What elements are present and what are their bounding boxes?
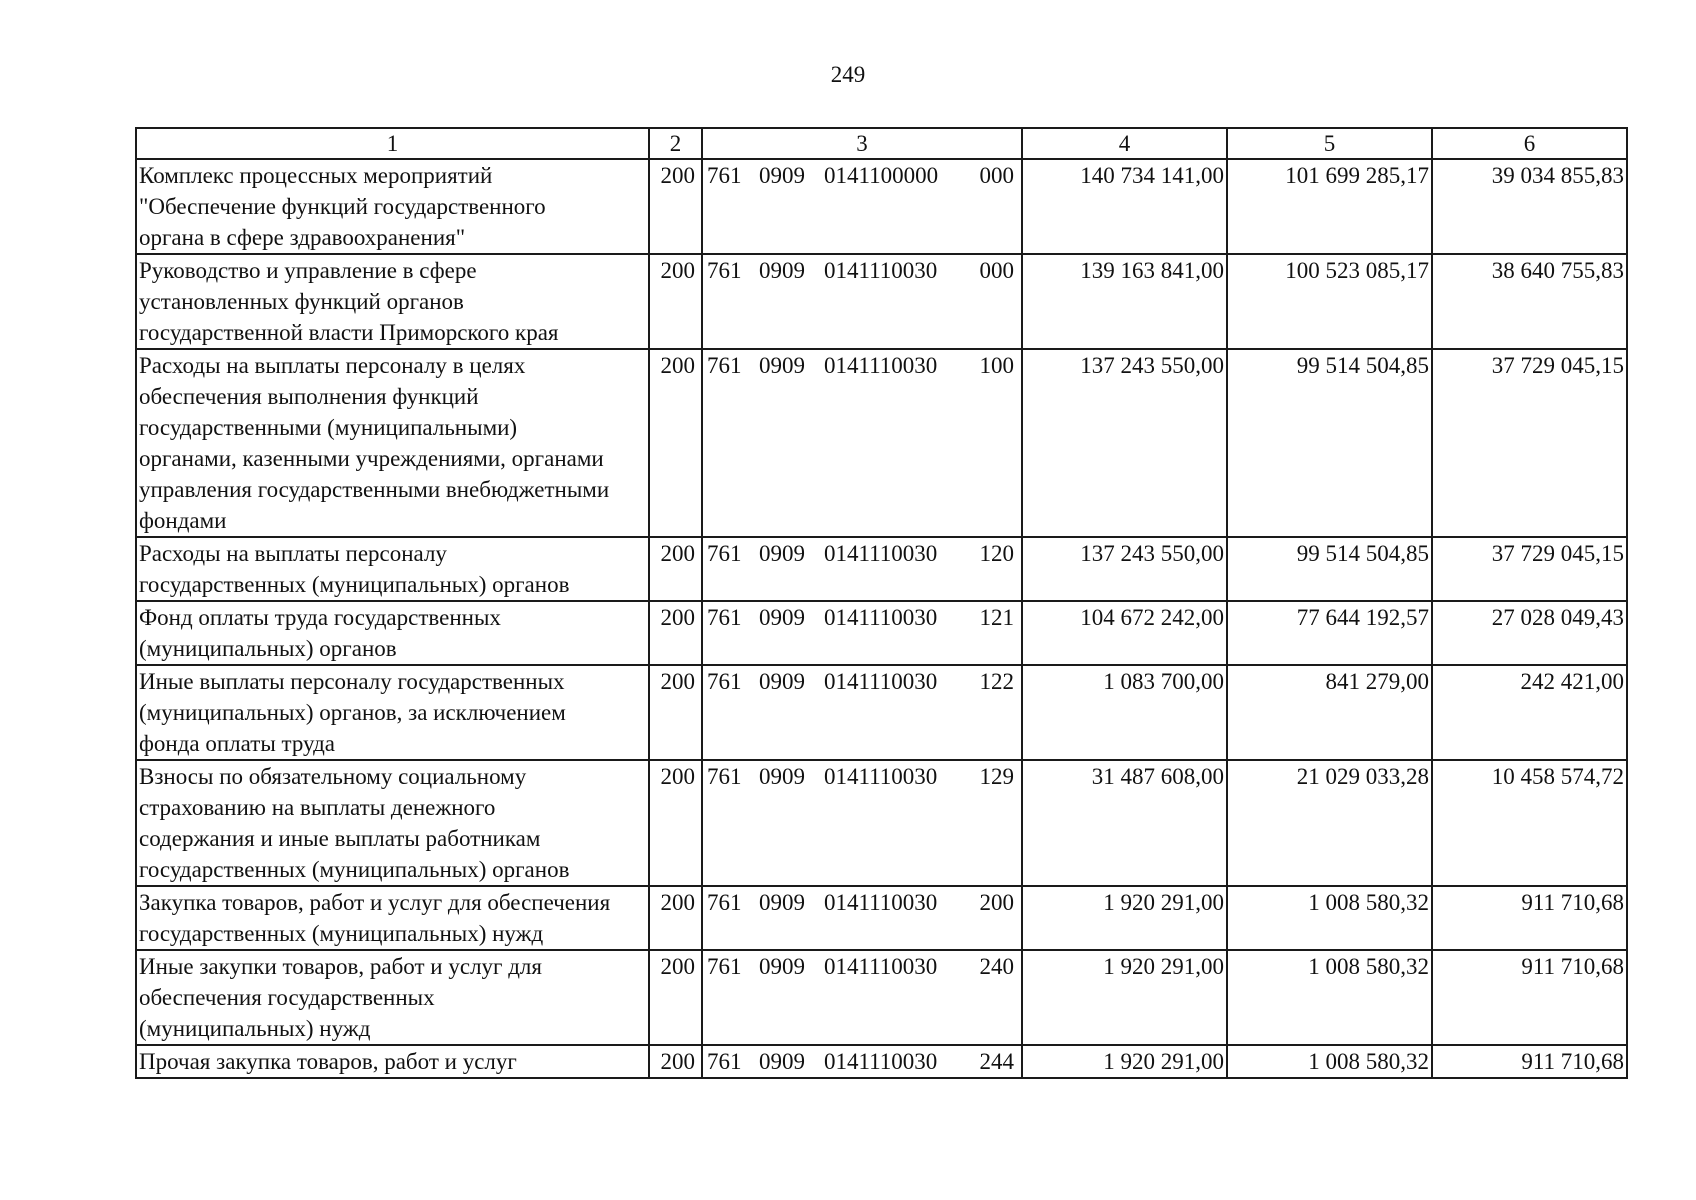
admin-code-cell: 200	[649, 665, 702, 760]
executed-amount-cell: 101 699 285,17	[1227, 159, 1432, 254]
code-part-section: 0909	[759, 163, 805, 188]
budget-table	[135, 127, 1628, 1079]
code-part-ministry: 761	[707, 541, 742, 566]
code-part-ministry: 761	[707, 163, 742, 188]
row-name-line: Расходы на выплаты персоналу	[139, 541, 447, 566]
row-name-line: Иные закупки товаров, работ и услуг для	[139, 954, 542, 979]
admin-code-cell: 200	[649, 601, 702, 665]
code-part-target: 0141110030	[824, 541, 938, 566]
code-part-section: 0909	[759, 541, 805, 566]
column-header: 1	[136, 128, 649, 159]
approved-amount-cell: 1 920 291,00	[1022, 1045, 1227, 1078]
budget-code-cell	[702, 886, 1022, 950]
budget-code-cell	[702, 254, 1022, 349]
row-name-line: фонда оплаты труда	[139, 731, 336, 756]
admin-code-cell: 200	[649, 950, 702, 1045]
executed-amount-cell: 99 514 504,85	[1227, 537, 1432, 601]
budget-code-cell	[702, 760, 1022, 886]
code-part-target: 0141110030	[824, 890, 938, 915]
code-part-target: 0141110030	[824, 605, 938, 630]
approved-amount-cell: 1 920 291,00	[1022, 950, 1227, 1045]
row-name-line: государственных (муниципальных) органов	[139, 572, 570, 597]
row-name-line: обеспечения государственных	[139, 985, 435, 1010]
code-part-section: 0909	[759, 353, 805, 378]
executed-amount-cell: 77 644 192,57	[1227, 601, 1432, 665]
code-part-ministry: 761	[707, 1049, 742, 1074]
row-name-cell	[136, 537, 649, 601]
budget-code-cell	[702, 1045, 1022, 1078]
code-part-target: 0141110030	[824, 954, 938, 979]
row-name-line: Прочая закупка товаров, работ и услуг	[139, 1049, 517, 1074]
approved-amount-cell: 137 243 550,00	[1022, 349, 1227, 537]
row-name-line: "Обеспечение функций государственного	[139, 194, 546, 219]
unexecuted-amount-cell: 911 710,68	[1432, 886, 1627, 950]
unexecuted-amount-cell: 911 710,68	[1432, 1045, 1627, 1078]
row-name-cell	[136, 665, 649, 760]
executed-amount-cell: 100 523 085,17	[1227, 254, 1432, 349]
row-name-cell	[136, 760, 649, 886]
column-header: 2	[649, 128, 702, 159]
code-part-section: 0909	[759, 890, 805, 915]
row-name-line: управления государственными внебюджетными	[139, 477, 610, 502]
code-part-target: 0141110030	[824, 353, 938, 378]
page-number: 249	[830, 62, 866, 87]
table-row	[136, 1045, 1627, 1078]
row-name-line: государственных (муниципальных) нужд	[139, 921, 544, 946]
table-row	[136, 349, 1627, 537]
row-name-line: фондами	[139, 508, 227, 533]
admin-code-cell: 200	[649, 537, 702, 601]
admin-code-cell: 200	[649, 760, 702, 886]
approved-amount-cell: 1 920 291,00	[1022, 886, 1227, 950]
row-name-line: Комплекс процессных мероприятий	[139, 163, 493, 188]
unexecuted-amount-cell: 242 421,00	[1432, 665, 1627, 760]
row-name-line: государственных (муниципальных) органов	[139, 857, 570, 882]
approved-amount-cell: 1 083 700,00	[1022, 665, 1227, 760]
admin-code-cell: 200	[649, 1045, 702, 1078]
executed-amount-cell: 1 008 580,32	[1227, 950, 1432, 1045]
code-part-ministry: 761	[707, 890, 742, 915]
table-row	[136, 760, 1627, 886]
code-part-expense-type: 122	[979, 669, 1014, 694]
code-part-ministry: 761	[707, 669, 742, 694]
budget-code-cell	[702, 349, 1022, 537]
approved-amount-cell: 139 163 841,00	[1022, 254, 1227, 349]
row-name-cell	[136, 349, 649, 537]
admin-code-cell: 200	[649, 886, 702, 950]
code-part-section: 0909	[759, 1049, 805, 1074]
row-name-line: установленных функций органов	[139, 289, 464, 314]
row-name-line: Иные выплаты персоналу государственных	[139, 669, 565, 694]
executed-amount-cell: 99 514 504,85	[1227, 349, 1432, 537]
code-part-target: 0141110030	[824, 669, 938, 694]
approved-amount-cell: 104 672 242,00	[1022, 601, 1227, 665]
code-part-expense-type: 244	[979, 1049, 1014, 1074]
row-name-cell	[136, 1045, 649, 1078]
row-name-cell	[136, 159, 649, 254]
executed-amount-cell: 21 029 033,28	[1227, 760, 1432, 886]
unexecuted-amount-cell: 38 640 755,83	[1432, 254, 1627, 349]
code-part-expense-type: 129	[979, 764, 1014, 789]
row-name-cell	[136, 950, 649, 1045]
budget-code-cell	[702, 537, 1022, 601]
code-part-section: 0909	[759, 605, 805, 630]
row-name-line: органа в сфере здравоохранения"	[139, 225, 466, 250]
row-name-line: Взносы по обязательному социальному	[139, 764, 527, 789]
table-row	[136, 950, 1627, 1045]
column-header: 5	[1227, 128, 1432, 159]
code-part-section: 0909	[759, 258, 805, 283]
admin-code-cell: 200	[649, 254, 702, 349]
row-name-line: (муниципальных) органов	[139, 636, 397, 661]
code-part-target: 0141100000	[824, 163, 939, 188]
column-header: 4	[1022, 128, 1227, 159]
admin-code-cell: 200	[649, 349, 702, 537]
row-name-cell	[136, 886, 649, 950]
code-part-section: 0909	[759, 764, 805, 789]
table-row	[136, 601, 1627, 665]
budget-code-cell	[702, 159, 1022, 254]
code-part-section: 0909	[759, 669, 805, 694]
row-name-line: Фонд оплаты труда государственных	[139, 605, 501, 630]
approved-amount-cell: 140 734 141,00	[1022, 159, 1227, 254]
row-name-line: страхованию на выплаты денежного	[139, 795, 496, 820]
unexecuted-amount-cell: 37 729 045,15	[1432, 349, 1627, 537]
executed-amount-cell: 1 008 580,32	[1227, 1045, 1432, 1078]
approved-amount-cell: 137 243 550,00	[1022, 537, 1227, 601]
row-name-line: органами, казенными учреждениями, органами	[139, 446, 604, 471]
unexecuted-amount-cell: 10 458 574,72	[1432, 760, 1627, 886]
row-name-line: Расходы на выплаты персоналу в целях	[139, 353, 526, 378]
row-name-line: (муниципальных) нужд	[139, 1016, 371, 1041]
code-part-ministry: 761	[707, 954, 742, 979]
code-part-ministry: 761	[707, 764, 742, 789]
code-part-ministry: 761	[707, 258, 742, 283]
row-name-line: Закупка товаров, работ и услуг для обеспечения	[139, 890, 611, 915]
code-part-ministry: 761	[707, 353, 742, 378]
row-name-line: (муниципальных) органов, за исключением	[139, 700, 566, 725]
budget-code-cell	[702, 601, 1022, 665]
unexecuted-amount-cell: 27 028 049,43	[1432, 601, 1627, 665]
executed-amount-cell: 1 008 580,32	[1227, 886, 1432, 950]
executed-amount-cell: 841 279,00	[1227, 665, 1432, 760]
row-name-cell	[136, 254, 649, 349]
code-part-expense-type: 121	[979, 605, 1014, 630]
row-name-cell	[136, 601, 649, 665]
code-part-expense-type: 000	[979, 258, 1014, 283]
unexecuted-amount-cell: 37 729 045,15	[1432, 537, 1627, 601]
code-part-target: 0141110030	[824, 258, 938, 283]
code-part-target: 0141110030	[824, 764, 938, 789]
row-name-line: обеспечения выполнения функций	[139, 384, 479, 409]
unexecuted-amount-cell: 911 710,68	[1432, 950, 1627, 1045]
code-part-ministry: 761	[707, 605, 742, 630]
row-name-line: Руководство и управление в сфере	[139, 258, 477, 283]
table-row	[136, 665, 1627, 760]
table-row	[136, 886, 1627, 950]
table-row	[136, 254, 1627, 349]
unexecuted-amount-cell: 39 034 855,83	[1432, 159, 1627, 254]
row-name-line: государственной власти Приморского края	[139, 320, 559, 345]
approved-amount-cell: 31 487 608,00	[1022, 760, 1227, 886]
table-row	[136, 537, 1627, 601]
table-row	[136, 159, 1627, 254]
column-header: 6	[1432, 128, 1627, 159]
code-part-section: 0909	[759, 954, 805, 979]
table-header-row	[136, 128, 1627, 159]
budget-code-cell	[702, 665, 1022, 760]
code-part-expense-type: 240	[979, 954, 1014, 979]
row-name-line: содержания и иные выплаты работникам	[139, 826, 541, 851]
code-part-expense-type: 000	[979, 163, 1014, 188]
code-part-target: 0141110030	[824, 1049, 938, 1074]
code-part-expense-type: 200	[979, 890, 1014, 915]
admin-code-cell: 200	[649, 159, 702, 254]
budget-code-cell	[702, 950, 1022, 1045]
column-header: 3	[702, 128, 1022, 159]
code-part-expense-type: 120	[979, 541, 1014, 566]
code-part-expense-type: 100	[979, 353, 1014, 378]
row-name-line: государственными (муниципальными)	[139, 415, 518, 440]
